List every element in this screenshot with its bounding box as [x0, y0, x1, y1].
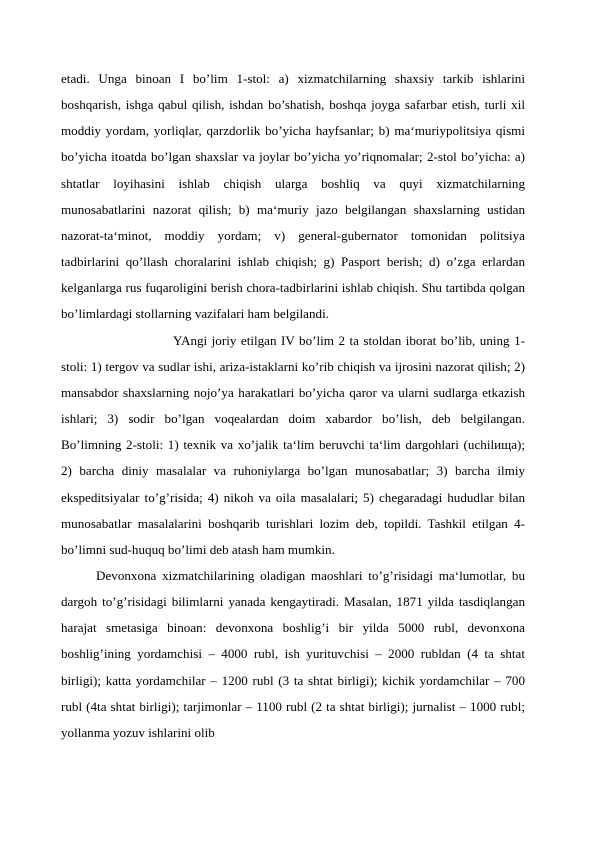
paragraph-fourth-department: YAngi joriy etilgan IV bo’lim 2 ta stoldan iborat bo’lib, uning 1-stoli: 1) tergov va sudlar ishi, ariza-istaklarni ko’rib chiqish va ijrosini nazorat qilish; 2) mansabdor shaxslarning nojo’ya harakatlari bo’yicha qaror va ularni sudlarga etkazish ishlari; 3) sodir bo’lgan voqealardan doim xabardor bo’lish, deb belgilangan. Bo’limning 2-stoli: 1) texnik va xo’jalik ta‘lim beruvchi ta‘lim dargohlari (uchilища); 2) barcha diniy masalalar va ruhoniylarga bo’lgan munosabatlar; 3) barcha ilmiy ekspeditsiyalar to’g’risida; 4) nikoh va oila masalalari; 5) chegaradagi hududlar bilan munosabatlar masalalarini boshqarib turishlari lozim deb, topildi. Tashkil etilgan 4-bo’limni sud-huquq bo’limi deb atash ham mumkin.	[61, 332, 525, 557]
paragraph-office-duties: etadi. Unga binoan I bo’lim 1-stol: a) xizmatchilarning shaxsiy tarkib ishlarini boshqarish, ishga qabul qilish, ishdan bo’shatish, boshqa joyga safarbar etish, turli xil moddiy yordam, yorliqlar, qarzdorlik bo’yicha hayfsanlar; b) ma‘muriypolitsiya qismi bo’yicha itoatda bo’lgan shaxslar va joylar bo’yicha yo’riqnomalar; 2-stol bo’yicha: a) shtatlar loyihasini ishlab chiqish ularga boshliq va quyi xizmatchilarning munosabatlarini nazorat qilish; b) ma‘muriy jazo belgilangan shaxslarning ustidan nazorat-ta‘minot, moddiy yordam; v) general-gubernator tomonidan politsiya tadbirlarini qo’llash choralarini ishlab chiqish; g) Pasport berish; d) o’zga erlardan kelganlarga rus fuqaroligini berish chora-tadbirlarini ishlab chiqish. Shu tartibda qolgan bo’limlardagi stollarning vazifalari ham belgilandi.	[61, 71, 525, 322]
paragraph-salaries: Devonxona xizmatchilarining oladigan maoshlari to’g’risidagi ma‘lumotlar, bu dargoh to’g’risidagi bilimlarni yanada kengaytiradi. Masalan, 1871 yilda tasdiqlangan harajat smetasiga binoan: devonxona boshlig’i bir yilda 5000 rubl, devonxona boshlig’ining yordamchisi – 4000 rubl, ish yurituvchisi – 2000 rubldan (4 ta shtat birligi); katta yordamchilar – 1200 rubl (3 ta shtat birligi); kichik yordamchilar – 700 rubl (4ta shtat birligi); tarjimonlar – 1100 rubl (2 ta shtat birligi); jurnalist – 1000 rubl; yollanma yozuv ishlarini olib	[61, 567, 525, 740]
document-page	[61, 66, 525, 746]
